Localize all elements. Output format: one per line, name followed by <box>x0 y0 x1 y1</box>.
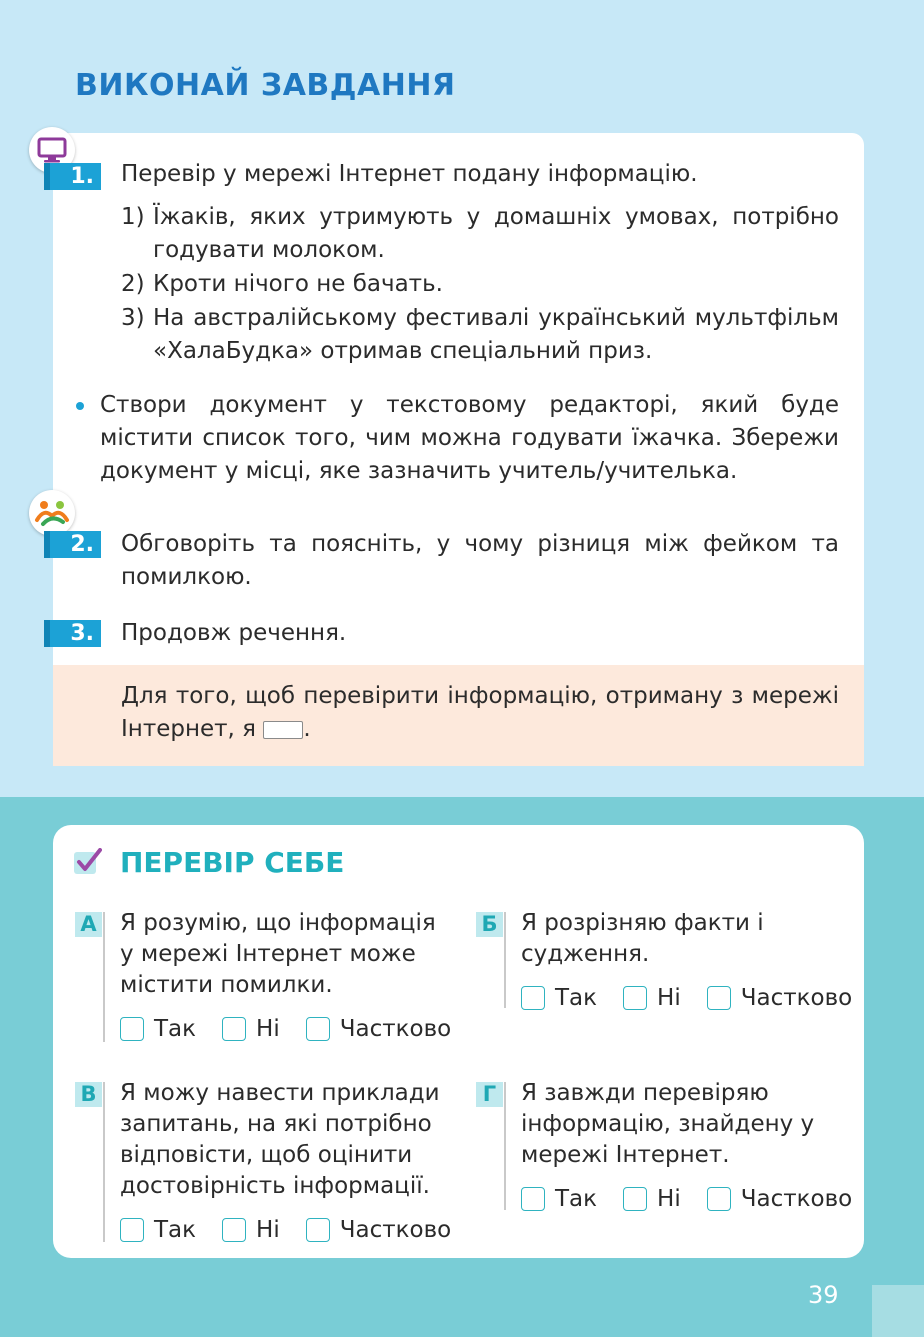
task-3-sentence-text: Для того, щоб перевірити інформацію, отриману з мережі Інтернет, я <box>121 683 839 742</box>
question-a-option-no[interactable] <box>222 1016 280 1042</box>
task-1-item-2-number: 2) <box>121 271 145 297</box>
option-label: Так <box>555 1186 598 1212</box>
question-d-option-partly[interactable] <box>707 1186 853 1212</box>
task-3-text: Продовж речення. <box>121 620 347 646</box>
question-a-option-yes[interactable] <box>120 1016 196 1042</box>
checkbox[interactable] <box>222 1017 246 1041</box>
group-discussion-icon <box>29 490 75 536</box>
checkbox[interactable] <box>521 1187 545 1211</box>
checkbox[interactable] <box>120 1218 144 1242</box>
question-d-option-yes[interactable] <box>521 1186 597 1212</box>
question-a-letter: А <box>75 912 102 937</box>
question-d-letter: Г <box>476 1082 503 1107</box>
question-d-option-no[interactable] <box>623 1186 681 1212</box>
question-c-option-no[interactable] <box>222 1217 280 1243</box>
section-title: ВИКОНАЙ ЗАВДАННЯ <box>75 68 456 103</box>
option-label: Ні <box>256 1217 280 1243</box>
task-1-item-3-number: 3) <box>121 305 145 331</box>
checkbox[interactable] <box>306 1017 330 1041</box>
checkbox[interactable] <box>222 1218 246 1242</box>
question-a-options <box>120 1016 477 1042</box>
task-1-item-3-text: На австралійському фестивалі український мультфільм «ХалаБудка» отримав спеціальний приз. <box>153 305 839 364</box>
answer-blank-box[interactable] <box>263 721 303 739</box>
question-a-text: Я розумію, що інформація у мережі Інтернет може містити помилки. <box>120 910 436 998</box>
self-check-title: ПЕРЕВІР СЕБЕ <box>120 846 345 879</box>
checkbox[interactable] <box>707 1187 731 1211</box>
question-b-option-partly[interactable] <box>707 985 853 1011</box>
option-label: Ні <box>657 985 681 1011</box>
option-label: Ні <box>657 1186 681 1212</box>
corner-decoration <box>872 1285 924 1337</box>
task-2-text: Обговоріть та поясніть, у чому різниця між фейком та помилкою. <box>121 531 839 590</box>
task-3-sentence-end: . <box>303 716 311 742</box>
question-d-divider <box>504 1082 506 1210</box>
option-label: Частково <box>740 1186 853 1212</box>
checkbox[interactable] <box>120 1017 144 1041</box>
checkbox[interactable] <box>521 986 545 1010</box>
task-1-item-2-text: Кроти нічого не бачать. <box>153 271 443 297</box>
option-label: Так <box>154 1016 197 1042</box>
bullet-dot <box>76 402 84 410</box>
option-label: Так <box>555 985 598 1011</box>
option-label: Так <box>154 1217 197 1243</box>
task-1-bullet-text: Створи документ у текстовому редакторі, який буде містити список того, чим можна годувати їжачка. Збережи документ у місці, яке зазначить учитель/учителька. <box>100 392 839 484</box>
checkbox[interactable] <box>306 1218 330 1242</box>
question-b-divider <box>504 912 506 1008</box>
checkmark-icon <box>74 848 102 874</box>
checkbox[interactable] <box>623 986 647 1010</box>
question-c-text: Я можу навести приклади запитань, на які потрібно відповісти, щоб оцінити достовірність інформації. <box>120 1080 440 1199</box>
task-1-item-1-number: 1) <box>121 204 145 230</box>
question-b-options <box>521 985 852 1011</box>
option-label: Частково <box>740 985 853 1011</box>
question-b-text: Я розрізняю факти і судження. <box>521 910 764 967</box>
checkbox[interactable] <box>623 1187 647 1211</box>
question-d-text: Я завжди перевіряю інформацію, знайдену у мережі Інтернет. <box>521 1080 815 1168</box>
question-c-option-partly[interactable] <box>306 1217 452 1243</box>
task-2-number: 2. <box>50 531 101 558</box>
task-3-number: 3. <box>50 620 101 647</box>
question-c-letter: В <box>75 1082 102 1107</box>
checkbox[interactable] <box>707 986 731 1010</box>
page-number: 39 <box>808 1281 839 1309</box>
question-a-option-partly[interactable] <box>306 1016 452 1042</box>
task-1-intro: Перевір у мережі Інтернет подану інформацію. <box>121 161 698 187</box>
question-a-divider <box>103 912 105 1042</box>
option-label: Ні <box>256 1016 280 1042</box>
option-label: Частково <box>339 1016 452 1042</box>
task-3-sentence <box>121 680 839 746</box>
question-b-option-no[interactable] <box>623 985 681 1011</box>
question-b-option-yes[interactable] <box>521 985 597 1011</box>
question-d-options <box>521 1186 852 1212</box>
task-1-number: 1. <box>50 163 101 190</box>
question-c-options <box>120 1217 477 1243</box>
question-c-divider <box>103 1082 105 1242</box>
task-1-item-1-text: Їжаків, яких утримують у домашніх умовах, потрібно годувати молоком. <box>153 204 839 263</box>
question-b-letter: Б <box>476 912 503 937</box>
option-label: Частково <box>339 1217 452 1243</box>
question-c-option-yes[interactable] <box>120 1217 196 1243</box>
